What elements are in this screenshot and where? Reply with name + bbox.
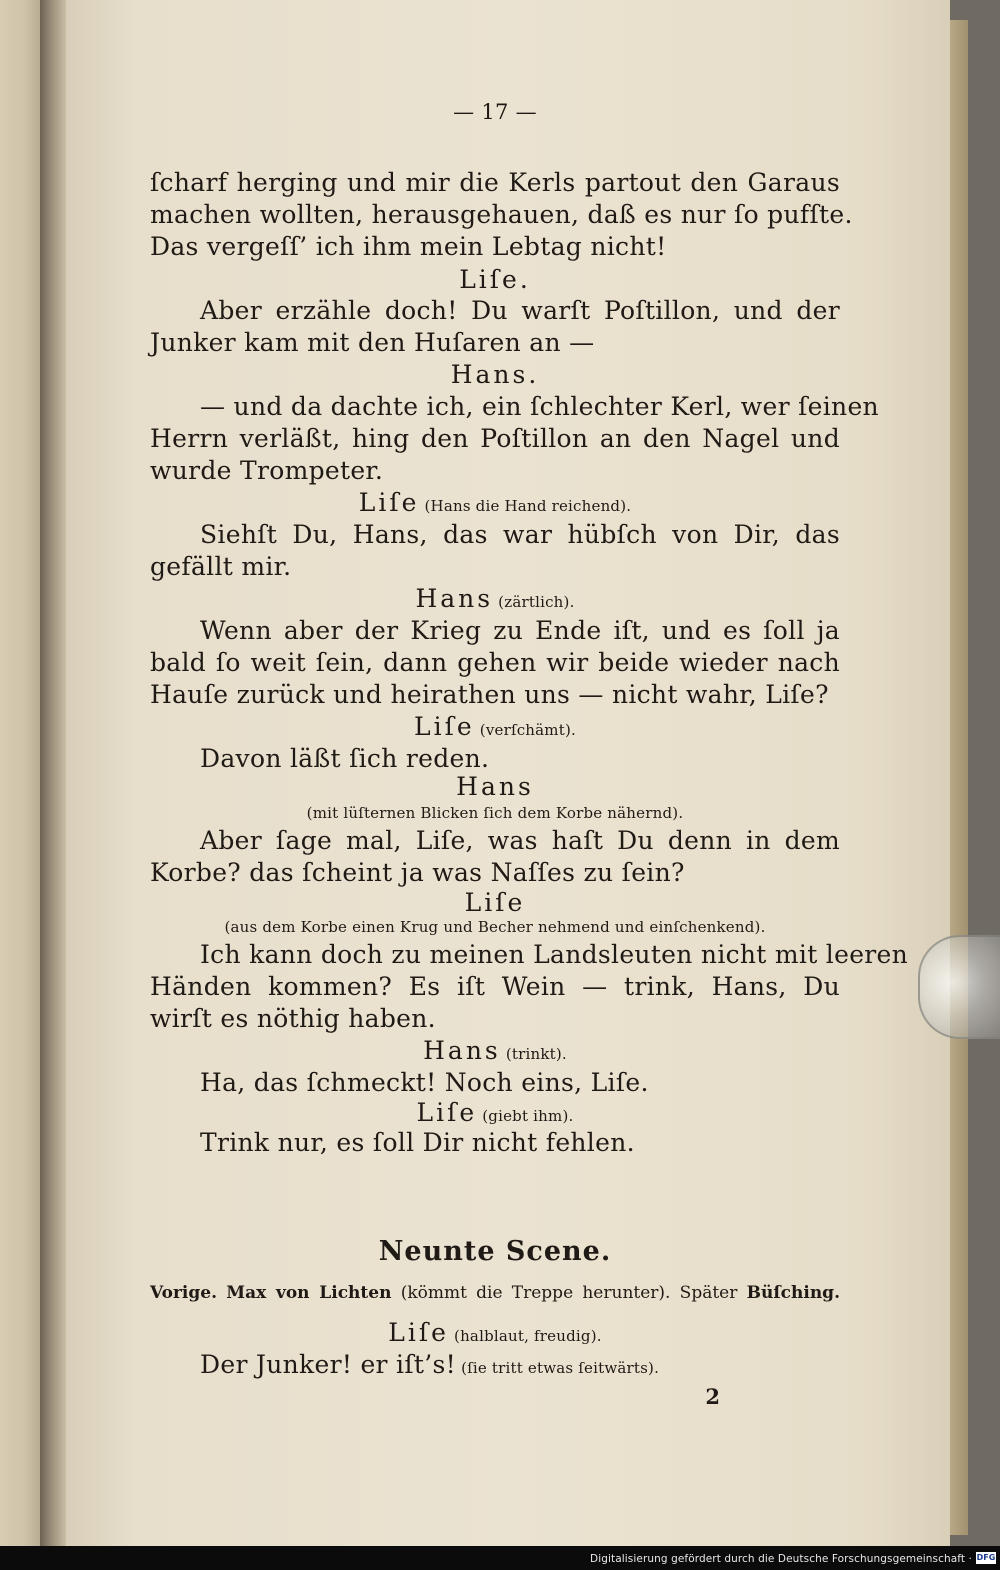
text-line: gefällt mir. bbox=[150, 552, 292, 581]
text-line: Wenn aber der Krieg zu Ende iſt, und es ſoll ja bbox=[200, 616, 840, 645]
text-line: machen wollten, herausgehauen, daß es nur ſo pufſte. bbox=[150, 200, 853, 229]
text-line: — und da dachte ich, ein ſchlechter Kerl, wer ſeinen bbox=[200, 392, 879, 421]
page-number: — 17 — bbox=[453, 100, 537, 124]
text-line: Ha, das ſchmeckt! Noch eins, Liſe. bbox=[200, 1068, 649, 1097]
speaker-name: Hans bbox=[423, 1036, 501, 1065]
plastic-clip bbox=[918, 935, 1000, 1039]
signature-mark: 2 bbox=[705, 1384, 720, 1409]
stage-direction: (giebt ihm). bbox=[482, 1107, 574, 1125]
stage-direction: (aus dem Korbe einen Krug und Becher nehmend und einſchenkend). bbox=[224, 918, 766, 936]
text-line: Aber ſage mal, Liſe, was haſt Du denn in dem bbox=[200, 826, 840, 855]
footer-credit: Digitalisierung gefördert durch die Deutsche Forschungsgemeinschaft · bbox=[590, 1553, 972, 1565]
scene-cast-line bbox=[150, 1283, 840, 1303]
scene-heading: Neunte Scene. bbox=[378, 1236, 612, 1267]
cast-buesching: Büſching. bbox=[746, 1283, 840, 1303]
speaker-with-direction bbox=[150, 488, 840, 517]
speaker-name: Liſe bbox=[414, 712, 475, 741]
final-line-text: Der Junker! er iſt’s! bbox=[200, 1350, 456, 1379]
final-line bbox=[150, 1350, 840, 1379]
text-line: Das vergeſſ’ ich ihm mein Lebtag nicht! bbox=[150, 232, 667, 261]
stage-direction: (trinkt). bbox=[505, 1045, 567, 1063]
speaker-name: Hans bbox=[415, 584, 494, 613]
text-line: Junker kam mit den Huſaren an — bbox=[150, 328, 595, 357]
text-line: Korbe? das ſcheint ja was Naſſes zu ſein? bbox=[150, 858, 685, 887]
stage-direction: (verſchämt). bbox=[479, 721, 576, 739]
text-line: wurde Trompeter. bbox=[150, 456, 384, 485]
speaker-name: Liſe bbox=[358, 488, 420, 517]
text-line: wirſt es nöthig haben. bbox=[150, 1004, 436, 1033]
stage-direction: (ſie tritt etwas ſeitwärts). bbox=[461, 1359, 660, 1377]
left-page-edge bbox=[0, 0, 40, 1570]
speaker-with-direction bbox=[150, 584, 840, 613]
cast-direction: (kömmt die Treppe herunter). Später bbox=[400, 1283, 738, 1303]
text-line: Trink nur, es ſoll Dir nicht fehlen. bbox=[200, 1128, 635, 1157]
stage-direction: (mit lüſternen Blicken ſich dem Korbe nähernd). bbox=[306, 804, 684, 822]
cast-previous: Vorige. bbox=[150, 1283, 218, 1303]
stage-direction: (zärtlich). bbox=[498, 593, 575, 611]
stage-direction: (halblaut, freudig). bbox=[454, 1327, 602, 1345]
text-line: Hauſe zurück und heirathen uns — nicht wahr, Liſe? bbox=[150, 680, 829, 709]
speaker-name: Liſe bbox=[416, 1098, 478, 1127]
speaker-with-direction bbox=[150, 1098, 840, 1127]
dfg-logo: DFG bbox=[976, 1553, 996, 1562]
stage-direction: (Hans die Hand reichend). bbox=[424, 497, 632, 515]
text-line: Herrn verläßt, hing den Poſtillon an den Nagel und bbox=[150, 424, 840, 453]
speaker-with-direction bbox=[150, 1318, 840, 1347]
book-gutter bbox=[40, 0, 66, 1570]
text-line: Davon läßt ſich reden. bbox=[200, 744, 490, 773]
text-line: Siehſt Du, Hans, das war hübſch von Dir, das bbox=[200, 520, 840, 549]
page-stack-edge bbox=[950, 20, 968, 1535]
text-line: ſcharf herging und mir die Kerls partout den Garaus bbox=[150, 168, 840, 197]
text-line: Aber erzähle doch! Du warſt Poſtillon, und der bbox=[200, 296, 840, 325]
speaker-label: Liſe. bbox=[459, 265, 531, 294]
text-line: bald ſo weit ſein, dann gehen wir beide wieder nach bbox=[150, 648, 840, 677]
speaker-label: Liſe bbox=[464, 888, 526, 917]
speaker-label: Hans bbox=[456, 772, 534, 801]
speaker-with-direction bbox=[150, 712, 840, 741]
speaker-with-direction bbox=[150, 1036, 840, 1065]
text-line: Ich kann doch zu meinen Landsleuten nicht mit leeren bbox=[200, 940, 909, 969]
cast-max-von-lichten: Max von Lichten bbox=[226, 1283, 392, 1303]
speaker-name: Liſe bbox=[388, 1318, 449, 1347]
speaker-label: Hans. bbox=[450, 360, 540, 389]
text-line: Händen kommen? Es iſt Wein — trink, Hans, Du bbox=[150, 972, 840, 1001]
